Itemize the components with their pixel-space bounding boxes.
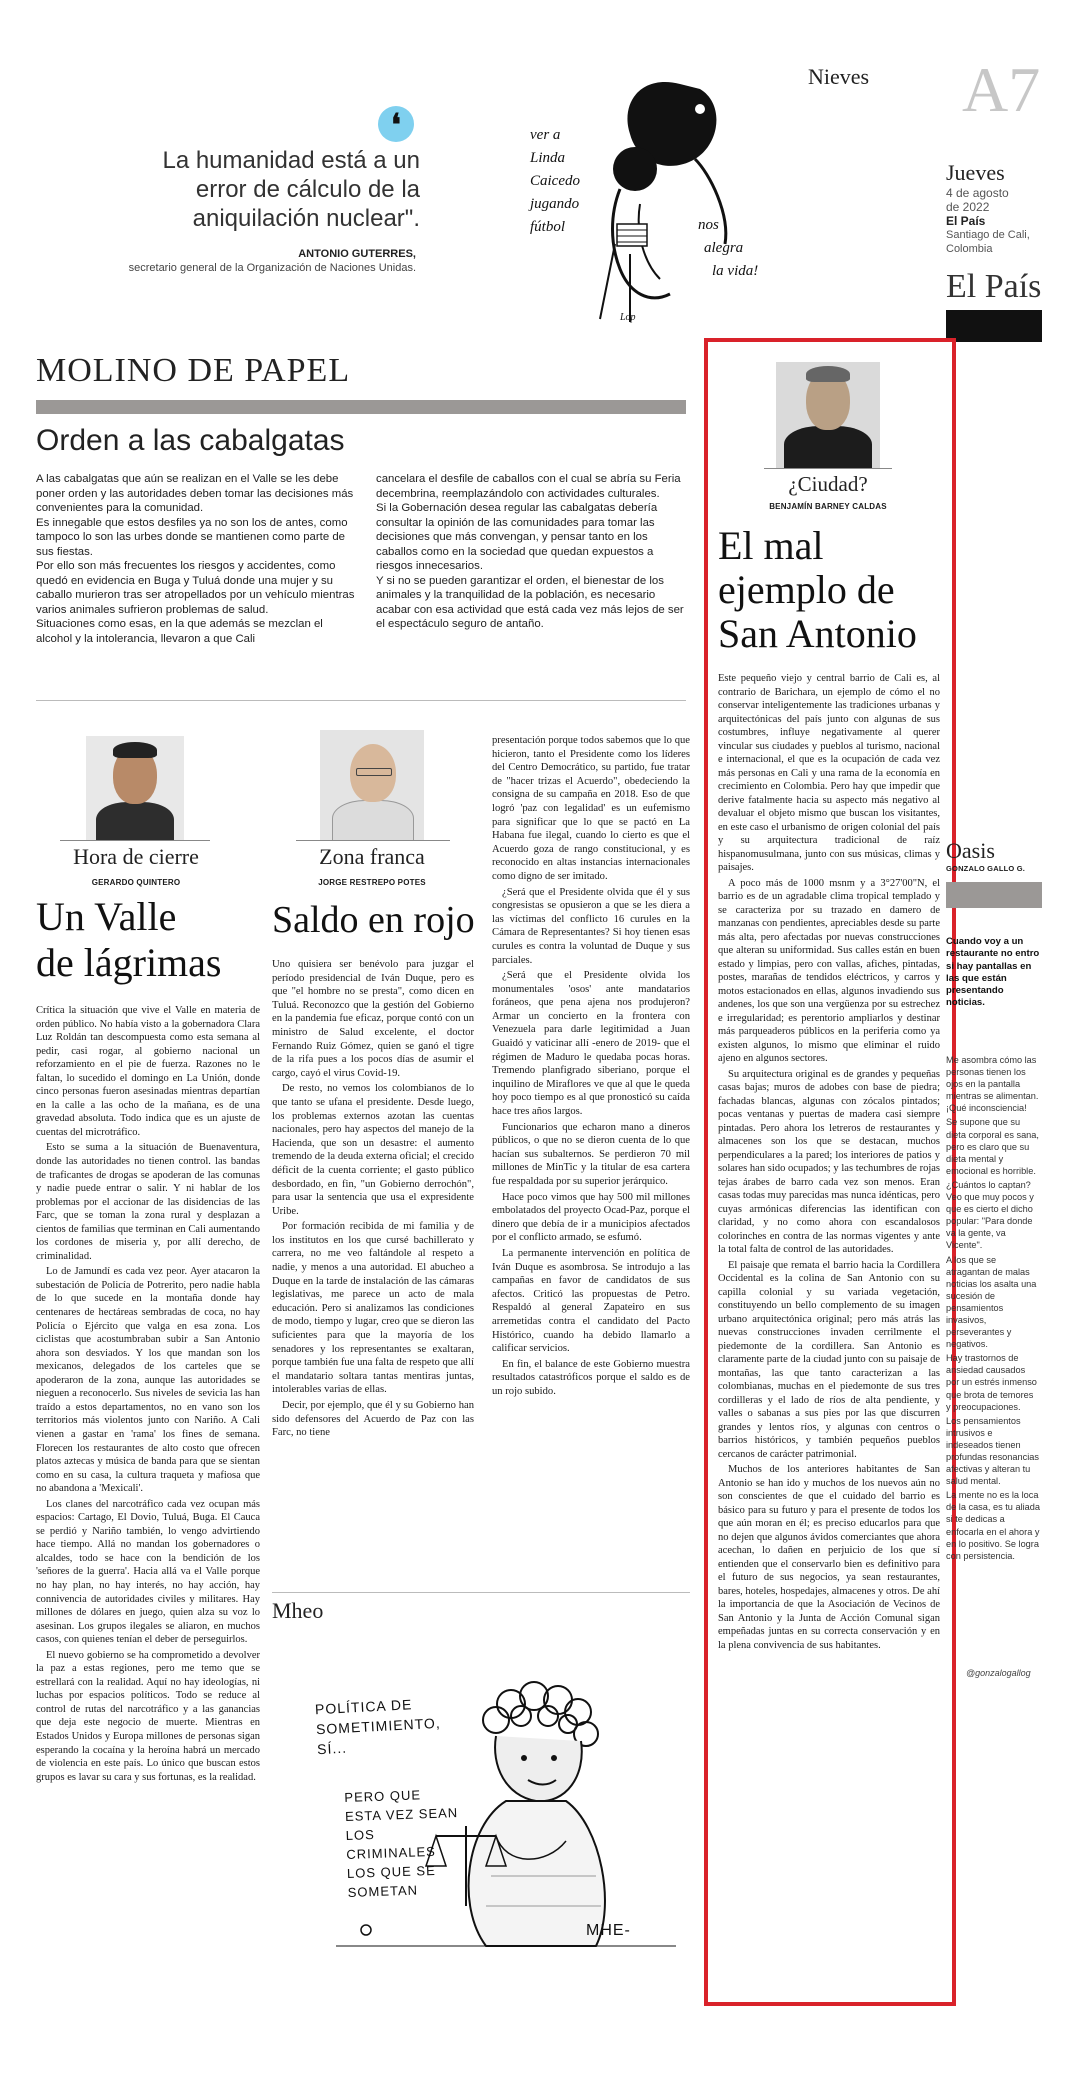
body-restrepo-col2: presentación porque todos sabemos que lo que hicieron, tanto el Presidente como los líderes del Centro Democrático, su partido, fue tratar de "hacer trizas el Acuerdo", obedeciendo la consigna de su campaña en 2018. Eso de que logró 'paz con legalidad' es un eufemismo para significar que lo que se pactó en La Habana fue ilegal, cuando lo cierto es que el Acuerdo goza de rango constitucional, y es reconocido en altas instancias internacionales como digno de ser imitado. ¿Será que el Presidente olvida que él y sus congresistas se opusieron a que se les diera a las víctimas del conflicto 16 curules en la Cámara de Representantes? Si hoy tienen esas curules es contra la voluntad de Duque y sus parciales. ¿Será que el Presidente olvida los monumentales 'osos' ante mandatarios foráneos, que pena ajena nos produjeron? Armar un concierto en la frontera con Venezuela para darle legitimidad a Juan Guaidó y vaticinar allí -enero de 2019- que el régimen de Maduro le quedaba pocas horas. Tremendo planfigrado siberiano, porque el inquilino de Miraflores ve que al que le queda hoy poco tiempo es al que pronosticó su caída hace tres años largos. Funcionarios que echaron mano a dineros públicos, o que no se dieron cuenta de lo que hacían sus subalternos. Se perdieron 70 mil millones de MinTic y la titular de esa cartera fue respaldada por su superior jerárquico. Hace poco vimos que hay 500 mil millones embolatados del proyecto Ocad-Paz, porque el dinero que debía de ir a municipios afectados por el conflicto armado, se esfumó. La permanente intervención en política de Iván Duque es asombrosa. Se introdujo a las campañas en favor de candidatos de sus afectos. Criticó las propuestas de Petro. Respaldó al general Zapateiro en sus arremetidas contra el candidato del Pacto Histórico, cuando ha debido llamarlo a calificar servicios. En fin, el balance de este Gobierno muestra resultados catastróficos porque el saldo es de un rojo subido. — [492, 735, 690, 1397]
author-photo-barney — [776, 362, 880, 469]
cartoon-signature: Lop — [620, 312, 636, 323]
author-photo-restrepo — [320, 730, 424, 841]
quote-author-role: secretario general de la Organización de Naciones Unidas. — [128, 262, 416, 274]
editorial-headline: Orden a las cabalgatas — [36, 424, 345, 457]
editorial-col-1: A las cabalgatas que aún se realizan en el Valle se les debe poner orden y las autoridades deben tomar las decisiones más convenientes para la comunidad. Es innegable que estos desfiles ya no son los de antes, como tampoco lo son las urbes donde se mantienen como parte de sus fiestas. Por ello son más frecuentes los riesgos y accidentes, como quedó en evidencia en Buga y Tuluá donde una mujer y su caballo murieron tras ser atropellados por un vehículo mientras varios animales sufrieron problemas de salud. Situaciones como esas, en la que además se mezclan el alcohol y la intolerancia, llevaron a que Cali — [36, 473, 355, 645]
quote-author: ANTONIO GUTERRES, — [298, 248, 416, 260]
handle-gallo: @gonzalogallog — [966, 1668, 1031, 1678]
author-name-restrepo: JORGE RESTREPO POTES — [318, 878, 426, 887]
body-restrepo-col1: Uno quisiera ser benévolo para juzgar el período presidencial de Iván Duque, pero es que "el hombre no se presta", como dicen en Tuluá. Reconozco que la gestión del Gobierno en la pandemia fue eficaz, porque contó con un ministro de Salud excelente, el doctor Fernando Ruiz Gómez, quien se ganó el tigre de la rifa pues a los pocos días de asumir el cargo, cayó el virus Covid-19. De resto, no vemos los colombianos de lo que tanto se ufana el presidente. Desde luego, los problemas externos azotan las cuentas nacionales, pero hay aspectos del manejo de la Hacienda, que son un desastre: el aumento tremendo de la deuda externa oficial; el crecido déficit de la cuenta corriente; el gasto público desbordado, en fin, "un Gobierno derrochón", para usar la sentencia que usa el expresidente Uribe. Por formación recibida de mi familia y de los institutos en los que cursé bachillerato y carrera, no me veo faltándole al respeto a nadie, y menos a una autoridad. El abucheo a Duque en la tarde de instalación de las cámaras legislativas, me parece un acto de mala educación. Pero si analizamos las condiciones de modo, tiempo y lugar, creo que se dieron las suficientes para que la mayoría de los senadores y los representantes se exaltaran, porque también fue una falta de respeto que allí el mandatario soltara tantas mentiras juntas, intolerables varias de ellas. Decir, por ejemplo, que él y su Gobierno han sido defensores del Acuerdo de Paz con las Farc, no tiene — [272, 959, 474, 1439]
section-name: Nieves — [808, 64, 870, 89]
editorial-divider — [36, 700, 686, 701]
dateline-paper: El País — [946, 214, 986, 228]
quote-text: La humanidad está a un error de cálculo de la aniquilación nuclear". — [162, 147, 420, 232]
photo-baseline-barney — [764, 468, 892, 469]
cartoon-left-text: ver a Linda Caicedo jugando fútbol — [530, 127, 580, 235]
headline-restrepo: Saldo en rojo — [272, 899, 475, 941]
mheo-bubble-1: POLÍTICA DE SOMETIMIENTO, SÍ... — [314, 1696, 442, 1758]
quote-mark-icon: ❛ — [378, 106, 414, 142]
logo-bar — [946, 310, 1042, 342]
headline-barney: El mal ejemplo de San Antonio — [718, 523, 917, 656]
author-name-gallo: GONZALO GALLO G. — [946, 864, 1026, 873]
column-name-restrepo: Zona franca — [319, 844, 425, 869]
lead-gallo: Cuando voy a un restaurante no entro si hay pantallas en las que están presentando noticias. — [946, 936, 1040, 1009]
editorial-col-2: cancelara el desfile de caballos con el cual se abría su Feria decembrina, reemplazándolo con actividades culturales. Si la Gobernación desea regular las cabalgatas debería consultar la opinión de las comunidades para tomar las decisiones que más convengan, y pensar tanto en los caballos como en la sociedad que quedan expuestos a riesgos innecesarios. Y si no se pueden garantizar el orden, el bienestar de los animales y la tranquilidad de la población, es necesario acabar con esa actividad que está cada vez más lejos de ser el espectáculo seguro de antaño. — [376, 473, 684, 630]
headline-quintero: Un Valle de lágrimas — [36, 894, 222, 985]
gallo-bar — [946, 882, 1042, 908]
dateline-country: Colombia — [946, 243, 993, 255]
column-name-quintero: Hora de cierre — [73, 844, 199, 869]
body-barney: Este pequeño viejo y central barrio de Cali es, al contrario de Barichara, un ejemplo de cómo el no conservar inteligentemente las tradiciones urbanas y arquitectónicas del país junto con algunas de sus costumbres, influye negativamente al querer vincular sus ciudades y pueblos al turismo, nacional e internacional, el que es la ocupación de cada vez más personas en Cali y una rama de la economía en crecimiento en Colombia. Pero hay que impedir que derive fatalmente hacia su aspecto más negativo al devaluar el objeto mismo que buscan los visitantes, en este caso el urbanismo de origen colonial del país y su arquitectura tradicional de raíz hispanomusulmana, junto con sus músicas, climas y paisajes. A poco más de 1000 msnm y a 3°27'00"N, el barrio es de un agradable clima tropical templado y se caracteriza por su trazado en damero de manzanas con pendientes, apreciables desde su parte más alta, pero afectadas por nuevas construcciones que alteran su uniformidad. Sus calles están en buen estado y limpias, pero con vallas, afiches, pintadas, postes, marañas de tendidos eléctricos, y carros y motos estacionados en ellas, algunos invadiendo sus andenes, los que son una vergüenza por su estrechez e irregularidad; es perentorio ampliarlos y destinar más parqueaderos públicos en la periferia como ya existen algunos, lo mismo que eliminar el ruido ajeno en algunos sectores. Su arquitectura original es de grandes y pequeñas casas bajas; muros de adobes con base de piedra; fachadas blancas, algunas con zócalos pintados; pocas ventanas y puertas de madera casi siempre pintadas. Pero ahora los letreros de restaurantes y almacenes son los que se destacan, muchos perpendiculares a la pared; los interiores de patios y solares han sido ocupados; y las techumbres de rojas tejas árabes de barro cada vez son menos. Eran casas todas muy parecidas mas nunca idénticas, pero cuyas armónicas diferencias las identifican con claridad, y no como ahora con escandalosos colorinches en contra de las normas vigentes y ante la total falta de control de las autoridades. El paisaje que remata el barrio hacia la Cordillera Occidental es la colina de San Antonio con su capilla colonial y su variada vegetación, constituyendo un bello complemento de su imagen urbano arquitectónica original; pero más atrás las nuevas construcciones invaden cerrilmente el piedemonte de la cordillera. San Antonio es claramente parte de la ciudad junto con su paisaje de montañas, las que tanto caracterizan a las colombianas, muchas en el piedemonte de sus tres cordilleras y el lado de ríos de alta pendiente, y valles o sabanas a sus pies por las que discurren grandes y lentos ríos, y algunas con centros o barrios históricos, y también pequeños pueblos cercanos de carácter patrimonial. Muchos de los anteriores habitantes de San Antonio se han ido y muchos de los nuevos aún no son conscientes de que el cuidado del barrio es básico para su futuro y para el presente de todos los que aún moran en él; es preciso educarlos para que no dejen que algunos ávidos comerciantes que ahora acechan, lo dañen en perjuicio de los que sí entienden que el conservarlo bien es definitivo para el futuro de sus negocios, ya sean restaurantes, bares, hoteles, hospedajes, almacenes y otros. De ahí la importancia de que la Asociación de Vecinos de San Antonio y la Junta de Acción Comunal sigan empeñadas juntas en su correcta conservación y en la plena convivencia de sus habitantes. — [718, 673, 940, 1651]
page-number: A7 — [962, 54, 1041, 125]
body-quintero: Crítica la situación que vive el Valle en materia de orden público. No había visto a la gobernadora Clara Luz Roldán tan descompuesta como esta semana al pedir, casi rogar, al gobierno nacional un reforzamiento en el pie de fuerza. Razones no le faltan, lo sucedido el domingo en La Unión, donde cinco personas fueron asesinadas mientras departían en la calle a las ocho de la mañana, es de una gravedad absoluta. Todo indica que es un ajuste de cuentas del microtráfico. Esto se suma a la situación de Buenaventura, donde las autoridades no tienen control. las bandas de traficantes de drogas se apoderan de las comunas y nadie puede entrar o salir. Y ni hablar de los problemas por el accionar de las disidencias de las Farc, que se toman la zona rural y desplazan a cientos de familias que terminan en Cali aumentando los cordones de miseria y, por allí derecho, de criminalidad. Lo de Jamundí es cada vez peor. Ayer atacaron la subestación de Policía de Potrerito, pero nadie habla de lo que sucede en la montaña donde hay centenares de hectáreas sembradas de coca, no hay Policía o Ejército que valga en esa zona. Los ciclistas que acostumbraban subir a San Antonio ahora son desviados. Y los que mandan son los mexicanos, delegados de los carteles que se apoderaron de la zona, aunque las autoridades se nieguen a reconocerlo. Sus niveles de sevicia las han traído a estos departamentos, no en vano son los territorios más violentos junto con Nariño. A Cali vienen a gastar en 'rama' los fines de semana. Florecen los restaurantes de alto costo que ofrecen platos aztecas y música de banda para que se sientan como en su casa, la cultura traqueta y mafiosa que no abandona a 'Mexicali'. Los clanes del narcotráfico cada vez ocupan más espacios: Cartago, El Dovio, Tuluá, Buga. El Cauca se perdió y Nariño también, lo vengo advirtiendo hace tiempo. Allá no mandan los gobernadores o alcaldes, todo se hace con la bendición de los 'señores de la guerra'. Hacia allá va el Valle porque no hay plan, no hay interés, no hay acción, hay connivencia de autoridades civiles y militares. Hay millones de dólares en juego, quien alza su voz lo asesinan. Los grupos ilegales se aliaron, en muchos casos, con quienes tenían el deber de perseguirlos. El nuevo gobierno se ha comprometido a devolver la paz a estas regiones, pero me temo que se estrellará con la realidad. Aquí no hay ideologías, ni luchas por espacios políticos. Todo se reduce al control de rutas del narcotráfico y a las ganancias que deja este negocio de muerte. Mientras en Estados Unidos y Europa millones de personas sigan esperando la cocaína y la heroína habrá un mercado de violencia en este país. Lo único que buscan estos grupos es lavar su cara y sus fortunas, es la realidad. — [36, 1005, 260, 1783]
dateline-date: 4 de agosto — [946, 186, 1009, 200]
photo-baseline-restrepo — [296, 840, 450, 841]
cartoon-right-text: nos alegra la vida! — [698, 217, 759, 279]
column-name-barney: ¿Ciudad? — [788, 472, 868, 496]
section-title: MOLINO DE PAPEL — [36, 352, 351, 389]
photo-baseline-quintero — [60, 840, 210, 841]
paper-logo: El País — [946, 268, 1042, 305]
dateline-year: de 2022 — [946, 200, 990, 214]
mheo-bubble-2: PERO QUE ESTA VEZ SEAN LOS CRIMINALES LOS QUE SE SOMETAN — [344, 1787, 459, 1900]
body-gallo: Me asombra cómo las personas tienen los ojos en la pantalla mientras se alimentan. ¡Qué inconsciencia! Se supone que su dieta corporal es sana, pero es claro que su dieta mental y emocional es horrible. ¿Cuántos lo captan? Veo que muy pocos y que es cierto el dicho popular: "Para donde va la gente, va Vicente". A los que se atragantan de malas noticias los asalta una sucesión de pensamientos invasivos, perseverantes y negativos. Hay trastornos de ansiedad causados por un estrés inmenso que brota de temores y preocupaciones. Los pensamientos intrusivos e indeseados tienen profundas resonancias afectivas y alteran tu salud mental. La mente no es la loca de la casa, es tu aliada si te dedicas a enfocarla en el ahora y en lo positivo. Se logra con persistencia. — [946, 1055, 1040, 1561]
author-name-barney: BENJAMÍN BARNEY CALDAS — [769, 502, 887, 511]
dateline-city: Santiago de Cali, — [946, 229, 1030, 241]
mheo-divider — [272, 1592, 690, 1593]
mheo-signature: MHE- — [586, 1922, 631, 1939]
section-title-bar — [36, 400, 686, 414]
author-photo-quintero — [86, 736, 184, 841]
mheo-label: Mheo — [272, 1598, 324, 1623]
top-cartoon — [520, 64, 790, 332]
column-name-gallo: Oasis — [946, 838, 995, 863]
author-name-quintero: GERARDO QUINTERO — [91, 878, 181, 887]
mheo-cartoon — [296, 1676, 690, 1966]
dateline-day: Jueves — [946, 160, 1005, 185]
